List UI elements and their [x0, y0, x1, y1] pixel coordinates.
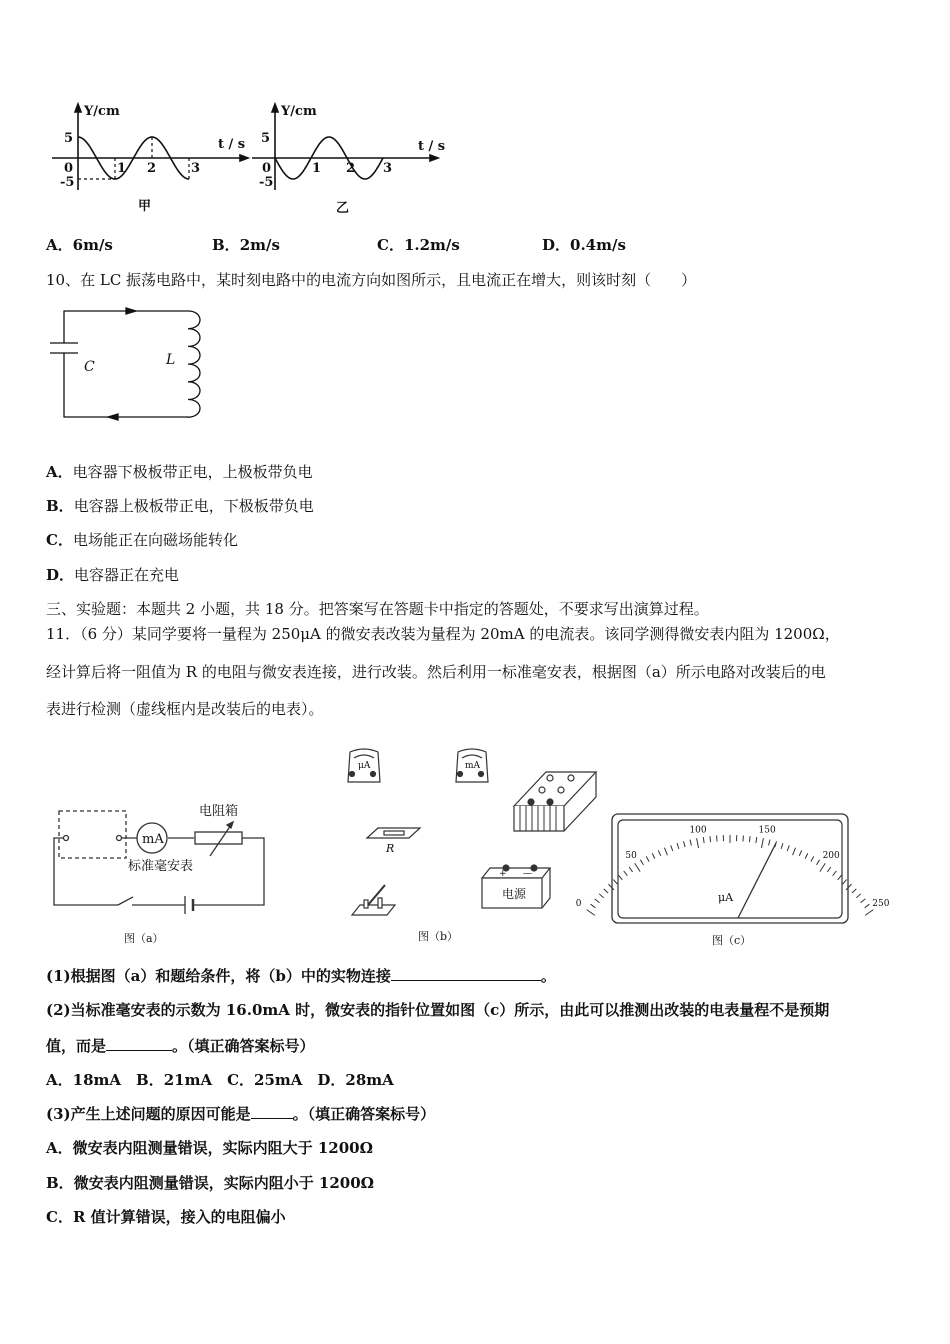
meter-tick-label: 250	[872, 899, 890, 910]
meter-tick	[710, 836, 711, 842]
answer-blank[interactable]	[391, 966, 541, 981]
meter-tick	[658, 850, 660, 855]
xtick: 3	[191, 161, 201, 176]
q11-sub2-options: A．18mA B．21mA C．25mA D．28mA	[46, 1071, 394, 1089]
q10-option-c: C．电场能正在向磁场能转化	[46, 531, 238, 549]
xlabel-yi: t / s	[418, 139, 446, 154]
ytick: 5	[261, 131, 271, 146]
q11-sub1: (1)根据图（a）和题给条件，将（b）中的实物连接 。	[46, 967, 556, 985]
meter-tick	[838, 875, 842, 880]
xtick: 0	[64, 161, 74, 176]
milliammeter-label: mA	[142, 832, 164, 847]
meter-tick	[861, 899, 866, 903]
q10-option-d: D．电容器正在充电	[46, 566, 180, 584]
meter-tick	[608, 884, 614, 890]
meter-tick	[646, 856, 649, 861]
meter-tick	[629, 867, 632, 872]
meter-tick	[587, 910, 595, 916]
meter-tick	[635, 863, 640, 871]
milliammeter-label: mA	[465, 761, 481, 771]
ylabel-jia: Y/cm	[84, 104, 120, 119]
meter-tick-label: 200	[822, 851, 840, 862]
meter-tick-label: 100	[689, 825, 707, 836]
meter-tick	[843, 880, 847, 884]
meter-tick	[604, 889, 608, 893]
ytick: -5	[60, 175, 75, 190]
q11-sub3-option-b: B．微安表内阻测量错误，实际内阻小于 1200Ω	[46, 1174, 375, 1192]
minus-sign: —	[523, 869, 532, 879]
ytick: -5	[259, 175, 274, 190]
meter-tick	[703, 837, 704, 843]
meter-tick	[761, 838, 763, 848]
q9-option-c: C．1.2m/s	[377, 236, 460, 254]
meter-tick	[624, 871, 628, 876]
ytick: 5	[64, 131, 74, 146]
xtick: 0	[262, 161, 272, 176]
meter-tick	[591, 904, 596, 908]
q9-option-a: A．6m/s	[46, 236, 113, 254]
meter-tick	[833, 871, 837, 876]
xtick: 2	[147, 161, 157, 176]
q11-sub2-line1: (2)当标准毫安表的示数为 16.0mA 时，微安表的指针位置如图（c）所示，由此可以推测出改装的电表量程不是预期	[46, 1001, 830, 1019]
ylabel-yi: Y/cm	[281, 104, 317, 119]
microammeter-label: μA	[358, 761, 371, 771]
xtick: 1	[312, 161, 322, 176]
meter-tick	[865, 904, 870, 908]
meter-tick	[769, 840, 770, 846]
q9-option-d: D．0.4m/s	[542, 236, 626, 254]
meter-needle	[738, 843, 776, 918]
answer-blank[interactable]	[106, 1036, 172, 1051]
meter-tick	[756, 837, 757, 843]
meter-tick-label: 0	[575, 899, 582, 910]
meter-tick	[811, 856, 814, 861]
caption-yi: 乙	[336, 201, 350, 216]
meter-tick	[697, 838, 699, 848]
q11-stem-1: 11．（6 分）某同学要将一量程为 250μA 的微安表改装为量程为 20mA 的电流表。该同学测得微安表内阻为 1200Ω，	[46, 625, 840, 643]
meter-tick	[671, 845, 673, 851]
xtick: 1	[117, 161, 127, 176]
meter-tick	[595, 899, 600, 903]
q10-stem: 10、在 LC 振荡电路中，某时刻电路中的电流方向如图所示，且电流正在增大，则该时刻（ ）	[46, 271, 697, 289]
q10-option-a: A．电容器下极板带正电，上极板带负电	[46, 463, 313, 481]
meter-tick	[852, 889, 856, 893]
power-label: 电源	[502, 887, 527, 901]
caption-jia: 甲	[138, 199, 152, 214]
meter-tick	[677, 843, 679, 849]
meter-tick	[805, 853, 808, 858]
meter-tick	[856, 894, 860, 898]
answer-blank[interactable]	[251, 1104, 293, 1119]
plus-sign: +	[499, 869, 507, 879]
meter-tick-label: 50	[625, 851, 637, 862]
q11-stem-2: 经计算后将一阻值为 R 的电阻与微安表连接，进行改装。然后利用一标准毫安表，根据图（a）所示电路对改装后的电	[46, 663, 826, 681]
meter-tick	[865, 910, 873, 916]
xtick: 3	[383, 161, 393, 176]
meter-tick	[827, 867, 830, 872]
meter-tick	[799, 850, 801, 855]
caption-b: 图（b）	[418, 930, 459, 943]
q9-option-b: B．2m/s	[212, 236, 280, 254]
q11-sub2-line2: 值，而是 。（填正确答案标号）	[46, 1037, 315, 1055]
xlabel-jia: t / s	[218, 137, 246, 152]
resistor-box-label: 电阻箱	[199, 804, 239, 819]
q10-option-b: B．电容器上极板带正电，下极板带负电	[46, 497, 314, 515]
meter-tick	[846, 884, 852, 890]
meter-tick	[781, 843, 783, 849]
meter-tick	[618, 875, 622, 880]
capacitor-label: C	[84, 359, 95, 375]
caption-a: 图（a）	[124, 932, 164, 945]
q11-sub3: (3)产生上述问题的原因可能是 。（填正确答案标号）	[46, 1105, 436, 1123]
meter-tick	[793, 848, 796, 855]
meter-tick	[599, 894, 603, 898]
meter-tick	[820, 863, 825, 871]
resistor-label: R	[386, 842, 395, 855]
inductor-label: L	[166, 352, 176, 368]
meter-tick	[749, 836, 750, 842]
meter-unit: μA	[718, 891, 734, 904]
caption-c: 图（c）	[712, 934, 752, 947]
q11-sub3-option-c: C．R 值计算错误，接入的电阻偏小	[46, 1208, 286, 1226]
q11-sub3-option-a: A．微安表内阻测量错误，实际内阻大于 1200Ω	[46, 1139, 373, 1157]
standard-meter-label: 标准毫安表	[128, 859, 194, 874]
meter-tick	[640, 860, 643, 865]
meter-tick	[787, 845, 789, 851]
meter-tick	[817, 860, 820, 865]
section-3-heading: 三、实验题：本题共 2 小题，共 18 分。把答案写在答题卡中指定的答题处，不要求写出演算过程。	[46, 600, 709, 618]
meter-tick	[664, 848, 667, 855]
q11-stem-3: 表进行检测（虚线框内是改装后的电表）。	[46, 700, 324, 718]
meter-tick	[613, 880, 617, 884]
meter-tick-label: 150	[758, 825, 776, 836]
xtick: 2	[346, 161, 356, 176]
meter-tick	[652, 853, 655, 858]
meter-tick	[684, 841, 686, 847]
meter-tick	[690, 840, 691, 846]
